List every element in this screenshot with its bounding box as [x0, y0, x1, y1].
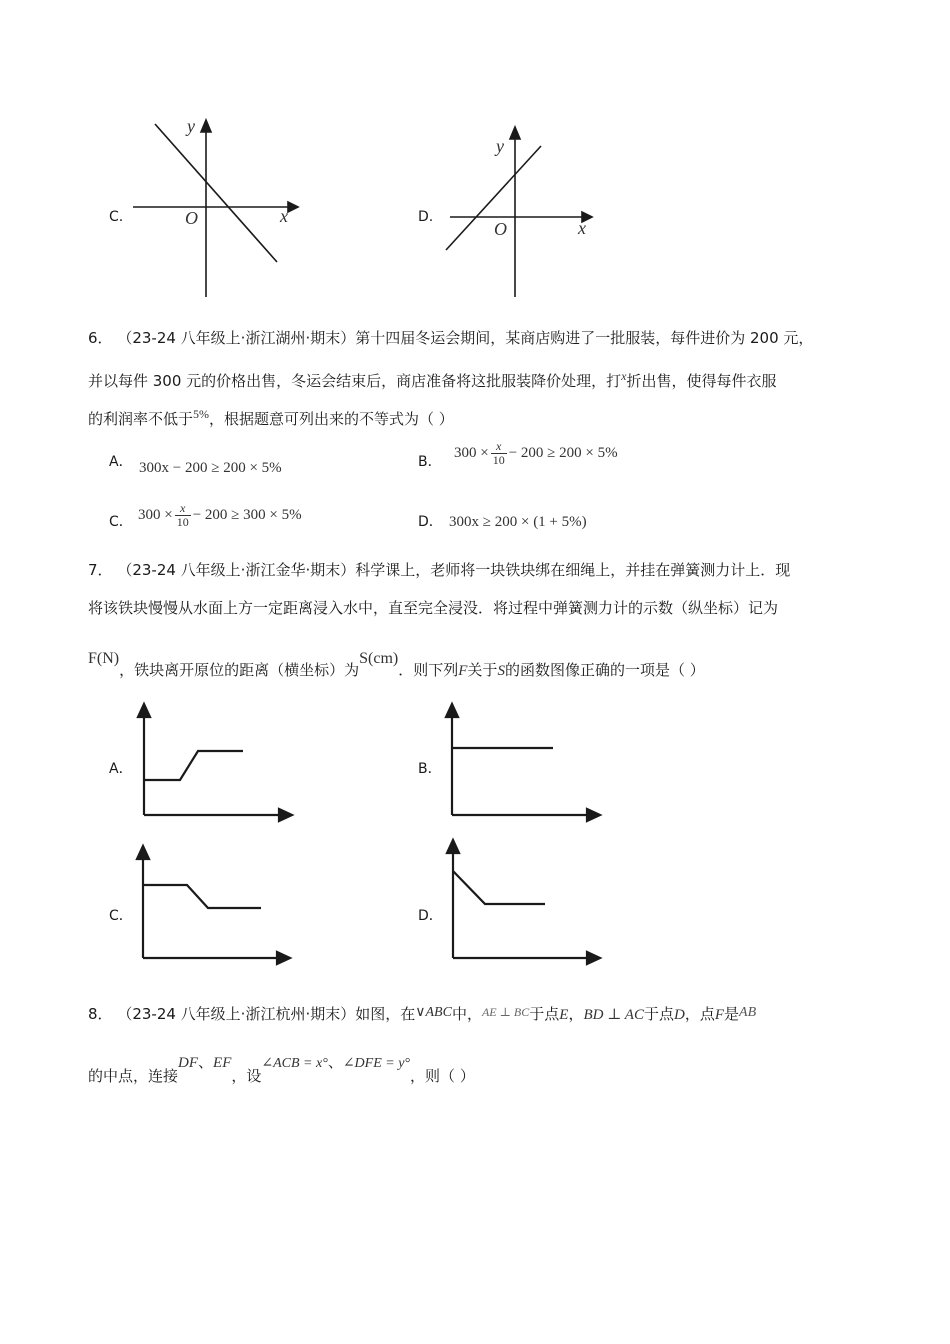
q8-perp-2: BD ⊥ AC — [583, 1007, 644, 1023]
q7-text-3b: ．则下列 — [398, 661, 459, 679]
q6-option-d-expr: 300x ≥ 200 × (1 + 5%) — [449, 514, 587, 530]
q8-angle-1: ∠ACB = x° — [261, 1056, 328, 1071]
q7-var-f: F — [458, 663, 468, 679]
q8-text-2a: 的中点，连接 — [88, 1067, 179, 1085]
q5-option-c-label: C. — [109, 209, 124, 225]
q8-line-1 — [88, 1004, 756, 1026]
q8-perp-1: AE ⊥ BC — [481, 1005, 530, 1019]
q6-var-x: x — [621, 369, 627, 383]
q6-source: （23-24 八年级上·浙江湖州·期末） — [117, 329, 356, 347]
q8-source: （23-24 八年级上·浙江杭州·期末） — [117, 1005, 356, 1023]
q8-sep-2: 、 — [327, 1053, 343, 1071]
q7-s-unit: S(cm) — [359, 650, 399, 667]
q6-option-a-expr: 300x − 200 ≥ 200 × 5% — [139, 460, 282, 476]
q6-option-b-num: x — [491, 440, 507, 454]
q7-option-a-label: A． — [109, 761, 133, 777]
q6-option-c-pre: 300 × — [138, 506, 173, 523]
q6-number: 6． — [88, 329, 113, 347]
q5-c-x-label: x — [280, 206, 288, 226]
q6-text-2b: 折出售，使得每件衣服 — [626, 372, 777, 390]
q5-option-d-label: D. — [418, 209, 434, 225]
q8-text-1a: 如图，在 — [355, 1005, 416, 1023]
q8-point-f: F — [714, 1007, 724, 1023]
q5-d-x-label: x — [578, 218, 586, 238]
q6-option-a-label: A． — [109, 454, 133, 470]
q7-option-d-label: D． — [418, 908, 443, 924]
q8-text-1b: 中， — [451, 1005, 482, 1023]
q6-option-c-num: x — [175, 502, 191, 516]
q8-text-1d: 于点 — [643, 1005, 674, 1023]
q7-text-2: 将该铁块慢慢从水面上方一定距离浸入水中，直至完全浸没．将过程中弹簧测力计的示数（纵坐标）记为 — [88, 599, 779, 617]
q6-text-3b: ，根据题意可列出来的不等式为（ ） — [209, 410, 454, 428]
q6-option-b-den: 10 — [492, 453, 505, 467]
q8-triangle: ∨ABC — [415, 1005, 452, 1020]
q8-text-1e: ，点 — [684, 1005, 715, 1023]
q5-d-y-label: y — [496, 136, 504, 156]
q6-text-2a: 并以每件 300 元的价格出售，冬运会结束后，商店准备将这批服装降价处理，打 — [88, 372, 622, 390]
q7-number: 7． — [88, 561, 113, 579]
q8-text-2b: ，设 — [231, 1067, 262, 1085]
q6-option-b-label: B． — [418, 454, 442, 470]
q6-option-b-post: − 200 ≥ 200 × 5% — [508, 444, 618, 461]
q8-text-1c: 于点 — [529, 1005, 560, 1023]
q8-sep: 、 — [198, 1053, 214, 1071]
q6-text-1: 第十四届冬运会期间，某商店购进了一批服装，每件进价为 200 元， — [355, 329, 814, 347]
q7-option-b-label: B． — [418, 761, 442, 777]
q8-segment-df: DF — [178, 1055, 199, 1071]
q6-option-c-post: − 200 ≥ 300 × 5% — [192, 506, 302, 523]
q5-c-origin-label: O — [185, 208, 198, 228]
q8-point-e: E — [559, 1007, 569, 1023]
q7-option-c-label: C． — [109, 908, 133, 924]
q6-option-d-label: D． — [418, 514, 443, 530]
q6-option-c-label: C． — [109, 514, 133, 530]
q7-text-3d: 的函数图像正确的一项是（ ） — [504, 661, 705, 679]
q7-text-1: 科学课上，老师将一块铁块绑在细绳上，并挂在弹簧测力计上．现 — [355, 561, 791, 579]
q8-text-2c: ，则（ ） — [410, 1067, 475, 1085]
q6-option-c-den: 10 — [176, 515, 189, 529]
q7-f-unit: F(N) — [88, 650, 120, 667]
q8-comma: ， — [568, 1005, 584, 1023]
q8-text-1f: 是 — [724, 1005, 740, 1023]
q8-angle-2: ∠DFE = y° — [342, 1056, 411, 1071]
q7-source: （23-24 八年级上·浙江金华·期末） — [117, 561, 356, 579]
q5-c-y-label: y — [187, 116, 195, 136]
q7-var-s: S — [497, 663, 505, 679]
q8-segment-ef: EF — [213, 1055, 232, 1071]
q7-text-3c: 关于 — [467, 661, 498, 679]
q8-segment-ab: AB — [739, 1005, 757, 1020]
q6-text-3a: 的利润率不低于 — [88, 410, 194, 428]
q8-line-2 — [88, 1053, 475, 1088]
q6-option-b-pre: 300 × — [454, 444, 489, 461]
q8-number: 8． — [88, 1005, 113, 1023]
q7-text-3a: ，铁块离开原位的距离（横坐标）为 — [119, 661, 360, 679]
q8-point-d: D — [673, 1007, 685, 1023]
q6-pct: 5% — [193, 407, 210, 421]
q5-d-origin-label: O — [494, 219, 507, 239]
